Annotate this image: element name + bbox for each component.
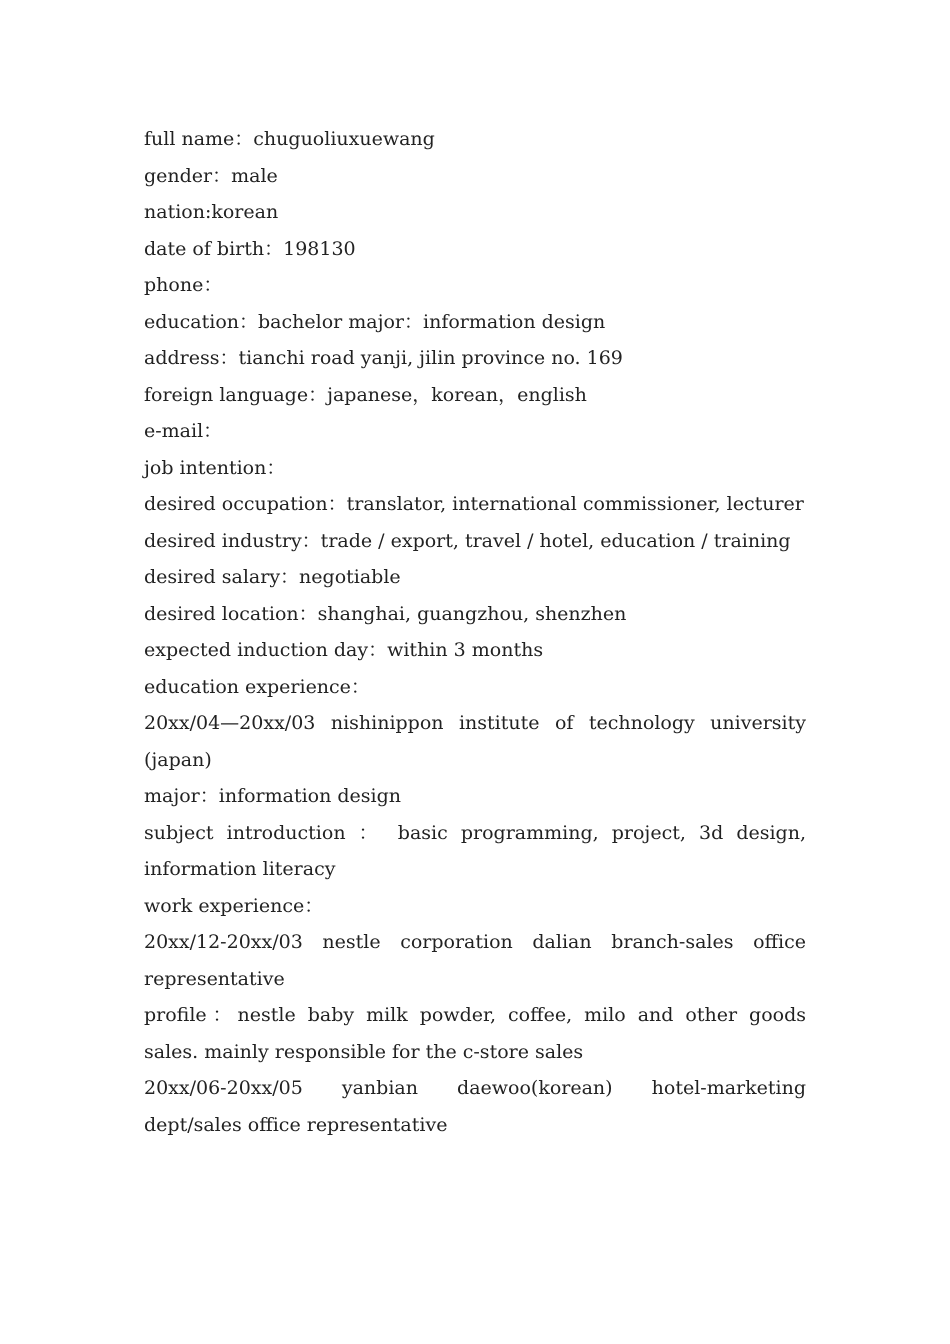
nation-line: nation:korean <box>144 201 279 223</box>
full-name-line: full name：chuguoliuxuewang <box>144 128 435 150</box>
desired-salary-line: desired salary：negotiable <box>144 566 401 588</box>
date-of-birth-line: date of birth：198130 <box>144 237 356 260</box>
education-line: education：bachelor major：information design <box>144 310 606 333</box>
work-experience-heading: work experience： <box>144 894 324 917</box>
subject-introduction-line: subject introduction ： basic programming, project, 3d design, information literacy <box>144 821 813 880</box>
work-profile-nestle: profile：nestle baby milk powder, coffee, milo and other goods sales. mainly responsible for the c-store sales <box>144 1004 813 1063</box>
induction-day-line: expected induction day：within 3 months <box>144 639 544 661</box>
foreign-language-line: foreign language：japanese，korean，english <box>144 383 587 406</box>
desired-location-line: desired location：shanghai, guangzhou, shenzhen <box>144 602 627 625</box>
work-entry-daewoo: 20xx/06-20xx/05 yanbian daewoo(korean) hotel-marketing dept/sales office representative <box>144 1077 813 1136</box>
education-experience-heading: education experience： <box>144 675 370 698</box>
phone-line: phone： <box>144 274 223 296</box>
work-entry-nestle: 20xx/12-20xx/03 nestle corporation dalian branch-sales office representative <box>144 931 813 990</box>
major-line: major：information design <box>144 785 402 807</box>
desired-industry-line: desired industry：trade / export, travel / hotel, education / training <box>144 529 791 552</box>
desired-occupation-line: desired occupation：translator, international commissioner, lecturer <box>144 493 804 515</box>
gender-line: gender：male <box>144 164 278 187</box>
address-line: address：tianchi road yanji, jilin province no. 169 <box>144 347 623 369</box>
email-line: e-mail： <box>144 420 223 442</box>
job-intention-heading: job intention： <box>144 456 286 479</box>
resume-document <box>144 121 813 1143</box>
education-entry: 20xx/04—20xx/03 nishinippon institute of technology university (japan) <box>144 712 813 771</box>
